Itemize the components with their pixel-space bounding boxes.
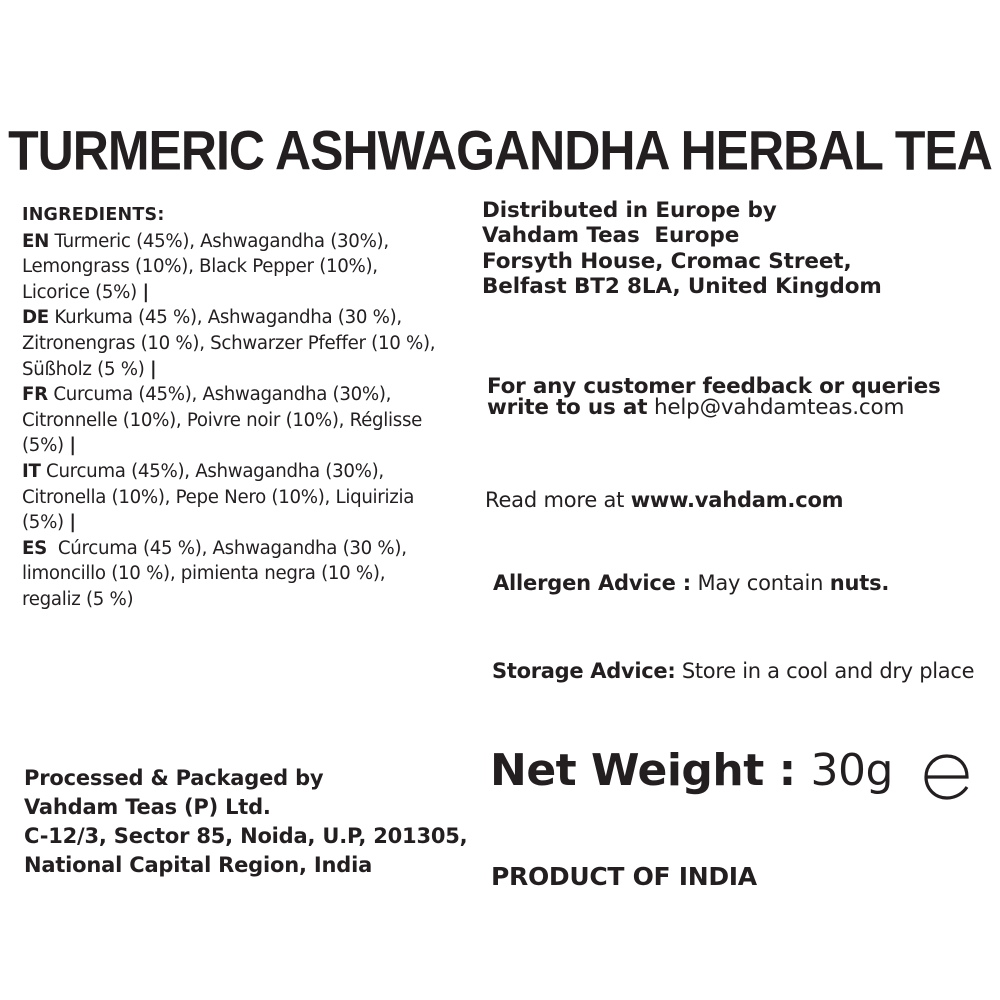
distributor-line: Vahdam Teas Europe: [482, 223, 740, 249]
net-weight-value: 30g: [810, 745, 893, 796]
distributor-line: Forsyth House, Cromac Street,: [482, 248, 852, 274]
distributor-line: Belfast BT2 8LA, United Kingdom: [482, 273, 882, 299]
ingredient-text: Curcuma (45%), Ashwagandha (30%),: [47, 384, 392, 406]
product-title: TURMERIC ASHWAGANDHA HERBAL TEA: [8, 119, 992, 182]
lang-code-de: DE: [22, 307, 49, 329]
ingredient-entry-de: [22, 305, 472, 382]
ingredient-entry-en: [22, 229, 472, 306]
ingredient-text: Curcuma (45%), Ashwagandha (30%),: [40, 460, 384, 482]
read-more: [485, 488, 843, 512]
ingredient-text: Citronella (10%), Pepe Nero (10%), Liquirizia: [22, 486, 415, 508]
ingredient-text: Süßholz (5 %): [22, 358, 145, 380]
feedback-line: For any customer feedback or queries: [487, 374, 941, 399]
processor-line: National Capital Region, India: [24, 853, 373, 877]
lang-code-es: ES: [22, 537, 47, 559]
ingredient-text: (5%): [22, 512, 64, 534]
allergen-text: May contain: [690, 571, 830, 595]
storage-advice: [492, 659, 974, 683]
lang-code-it: IT: [22, 460, 41, 482]
ingredient-text: Lemongrass (10%), Black Pepper (10%),: [22, 256, 378, 278]
net-weight: [490, 745, 893, 796]
ingredient-text: limoncillo (10 %), pimienta negra (10 %),: [22, 563, 386, 585]
separator-bar: |: [142, 281, 149, 303]
ingredient-entry-it: [22, 459, 472, 536]
separator-bar: |: [149, 358, 157, 380]
processor-line: C-12/3, Sector 85, Noida, U.P, 201305,: [24, 824, 468, 848]
ingredients-block: [22, 203, 472, 613]
ingredient-text: Kurkuma (45 %), Ashwagandha (30 %),: [48, 307, 402, 329]
ingredient-entry-es: [22, 536, 472, 613]
estimated-e-mark-icon: [922, 752, 972, 802]
processor-address: [24, 764, 494, 880]
ingredient-text: Licorice (5%): [22, 281, 137, 303]
ingredient-text: (5%): [22, 435, 64, 457]
lang-code-en: EN: [22, 230, 50, 252]
net-weight-label: Net Weight :: [490, 745, 811, 796]
ingredient-text: Citronnelle (10%), Poivre noir (10%), Réglisse: [22, 409, 423, 431]
processor-line: Processed & Packaged by: [24, 766, 324, 790]
ingredient-text: regaliz (5 %): [22, 588, 134, 610]
allergen-emphasis: nuts.: [829, 571, 890, 595]
ingredient-text: Cúrcuma (45 %), Ashwagandha (30 %),: [46, 537, 407, 559]
ingredient-entry-fr: [22, 382, 472, 459]
feedback-line: write to us at: [487, 395, 648, 420]
ingredient-text: Zitronengras (10 %), Schwarzer Pfeffer (10 %),: [22, 332, 436, 354]
ingredient-text: Turmeric (45%), Ashwagandha (30%),: [49, 230, 389, 252]
processor-line: Vahdam Teas (P) Ltd.: [24, 795, 271, 819]
allergen-label: Allergen Advice :: [493, 571, 691, 595]
storage-label: Storage Advice:: [492, 659, 676, 683]
lang-code-fr: FR: [22, 384, 48, 406]
storage-text: Store in a cool and dry place: [675, 659, 975, 683]
allergen-advice: [493, 571, 889, 595]
separator-bar: |: [69, 512, 76, 534]
feedback-email[interactable]: help@vahdamteas.com: [653, 395, 905, 420]
read-more-prefix: Read more at: [485, 488, 631, 512]
ingredients-header: INGREDIENTS:: [22, 205, 165, 225]
website-link[interactable]: www.vahdam.com: [630, 488, 844, 512]
customer-feedback: [487, 376, 987, 418]
separator-bar: |: [69, 435, 76, 457]
distributor-address: [482, 198, 982, 299]
distributor-line: Distributed in Europe by: [482, 198, 777, 223]
country-of-origin: PRODUCT OF INDIA: [491, 862, 757, 891]
